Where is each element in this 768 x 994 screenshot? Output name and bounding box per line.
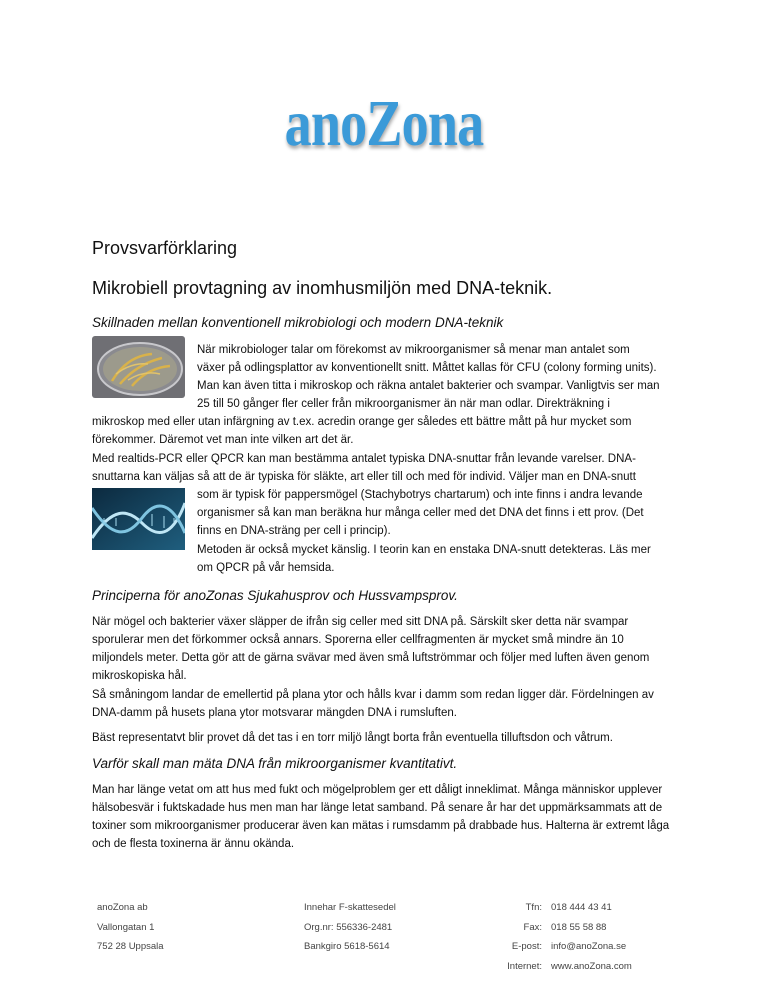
section1-paragraph2-wrap: Man kan även titta i mikroskop och räkna antalet bakterier och svampar. Vanligtvis ser man 25 till 50 gånger fler celler från mikroorganismer än när man odlar. Direkträkning i [197,380,660,410]
section2-paragraph3: Bäst representatvt blir provet då det tas i en torr miljö långt borta från eventuella tilluftsdon och våtrum. [92,732,613,744]
section2-heading: Principerna för anoZonas Sjukahusprov och Hussvampsprov. [92,588,458,603]
section1-paragraph4: Metoden är också mycket känslig. I teorin kan en enstaka DNA-snutt detekteras. Läs mer om QPCR på vår hemsida. [197,544,651,574]
document-title: Provsvarförklaring [92,238,238,258]
footer-label-email: E-post: [511,941,542,953]
section3-paragraph1: Man har länge vetat om att hus med fukt och mögelproblem ger ett dåligt inneklimat. Många människor upplever hälsobesvär i fuktskadade hus men man har länge letat samband. På senare år har det uppmärksammats att de toxiner som mikroorganismer producerar även kan mätas i rumsdamm på drabbade hus. Halterna är extremt låga och de flesta toxinerna är ännu okända. [92,784,670,850]
footer-fax: 018 55 58 88 [551,921,607,933]
footer-company-name: anoZona ab [97,902,148,913]
footer-address: Vallongatan 1 [97,921,155,933]
document-subtitle: Mikrobiell provtagning av inomhusmiljön med DNA-teknik. [92,278,553,298]
footer-label-fax: Fax: [523,921,542,933]
petri-dish-image [92,336,185,398]
footer-label-phone: Tfn: [525,902,542,913]
section1-paragraph1: När mikrobiologer talar om förekomst av mikroorganismer så menar man antalet som växer på odlingsplattor av konventionellt snitt. Måttet kallas för CFU (colony forming units). [197,344,657,374]
logo: anoZona [284,87,484,160]
footer-phone: 018 444 43 41 [551,902,612,913]
section1-paragraph3-cont: som är typisk för pappersmögel (Stachybotrys chartarum) och inte finns i andra levande organismer så kan man beräkna hur många celler med det DNA det finns i ett prov. (Det finns en DNA-sträng per cell i princip). [197,489,644,537]
footer-bankgiro: Bankgiro 5618-5614 [304,941,390,953]
footer-contact-values [551,898,632,976]
footer-tax: Innehar F-skattesedel [304,902,396,913]
footer-contact-labels [470,898,542,976]
section1-heading: Skillnaden mellan konventionell mikrobiologi och modern DNA-teknik [92,315,504,330]
section1-paragraph3: Med realtids-PCR eller QPCR kan man bestämma antalet typiska DNA-snuttar från levande varelser. DNA-snuttarna kan väljas så att de är typiska för släkte, art eller till och med för individ. Väljer man en DNA-snutt [92,453,636,483]
footer-email-link[interactable]: info@anoZona.se [551,941,627,953]
section2-paragraph2: Så småningom landar de emellertid på plana ytor och hålls kvar i damm som redan ligger där. Fördelningen av DNA-damm på husets plana ytor motsvarar mängden DNA i rumsluften. [92,689,654,719]
section1-paragraph2: mikroskop med eller utan infärgning av t.ex. acredin orange ger således ett bättre mått på hur mycket som förekommer. Däremot vet man inte vilken art det är. [92,416,632,446]
footer-company [97,898,164,957]
footer-label-web: Internet: [507,960,542,972]
footer-orgnr: Org.nr: 556336-2481 [304,921,393,933]
footer-postal: 752 28 Uppsala [97,941,164,953]
dna-helix-image [92,488,185,550]
section3-heading: Varför skall man mäta DNA från mikroorganismer kvantitativt. [92,756,458,771]
footer-registration [304,898,396,957]
footer-website-link[interactable]: www.anoZona.com [551,960,632,972]
section2-paragraph1: När mögel och bakterier växer släpper de ifrån sig celler med sitt DNA på. Särskilt sker detta när svampar sporulerar men det förkommer också annars. Sporerna eller cellfragmenten är mycket små mindre än 10 miljondels meter. Detta gör att de gärna svävar med även små luftströmmar och följer med luften även genom mikroskopiska hål. [92,616,650,682]
